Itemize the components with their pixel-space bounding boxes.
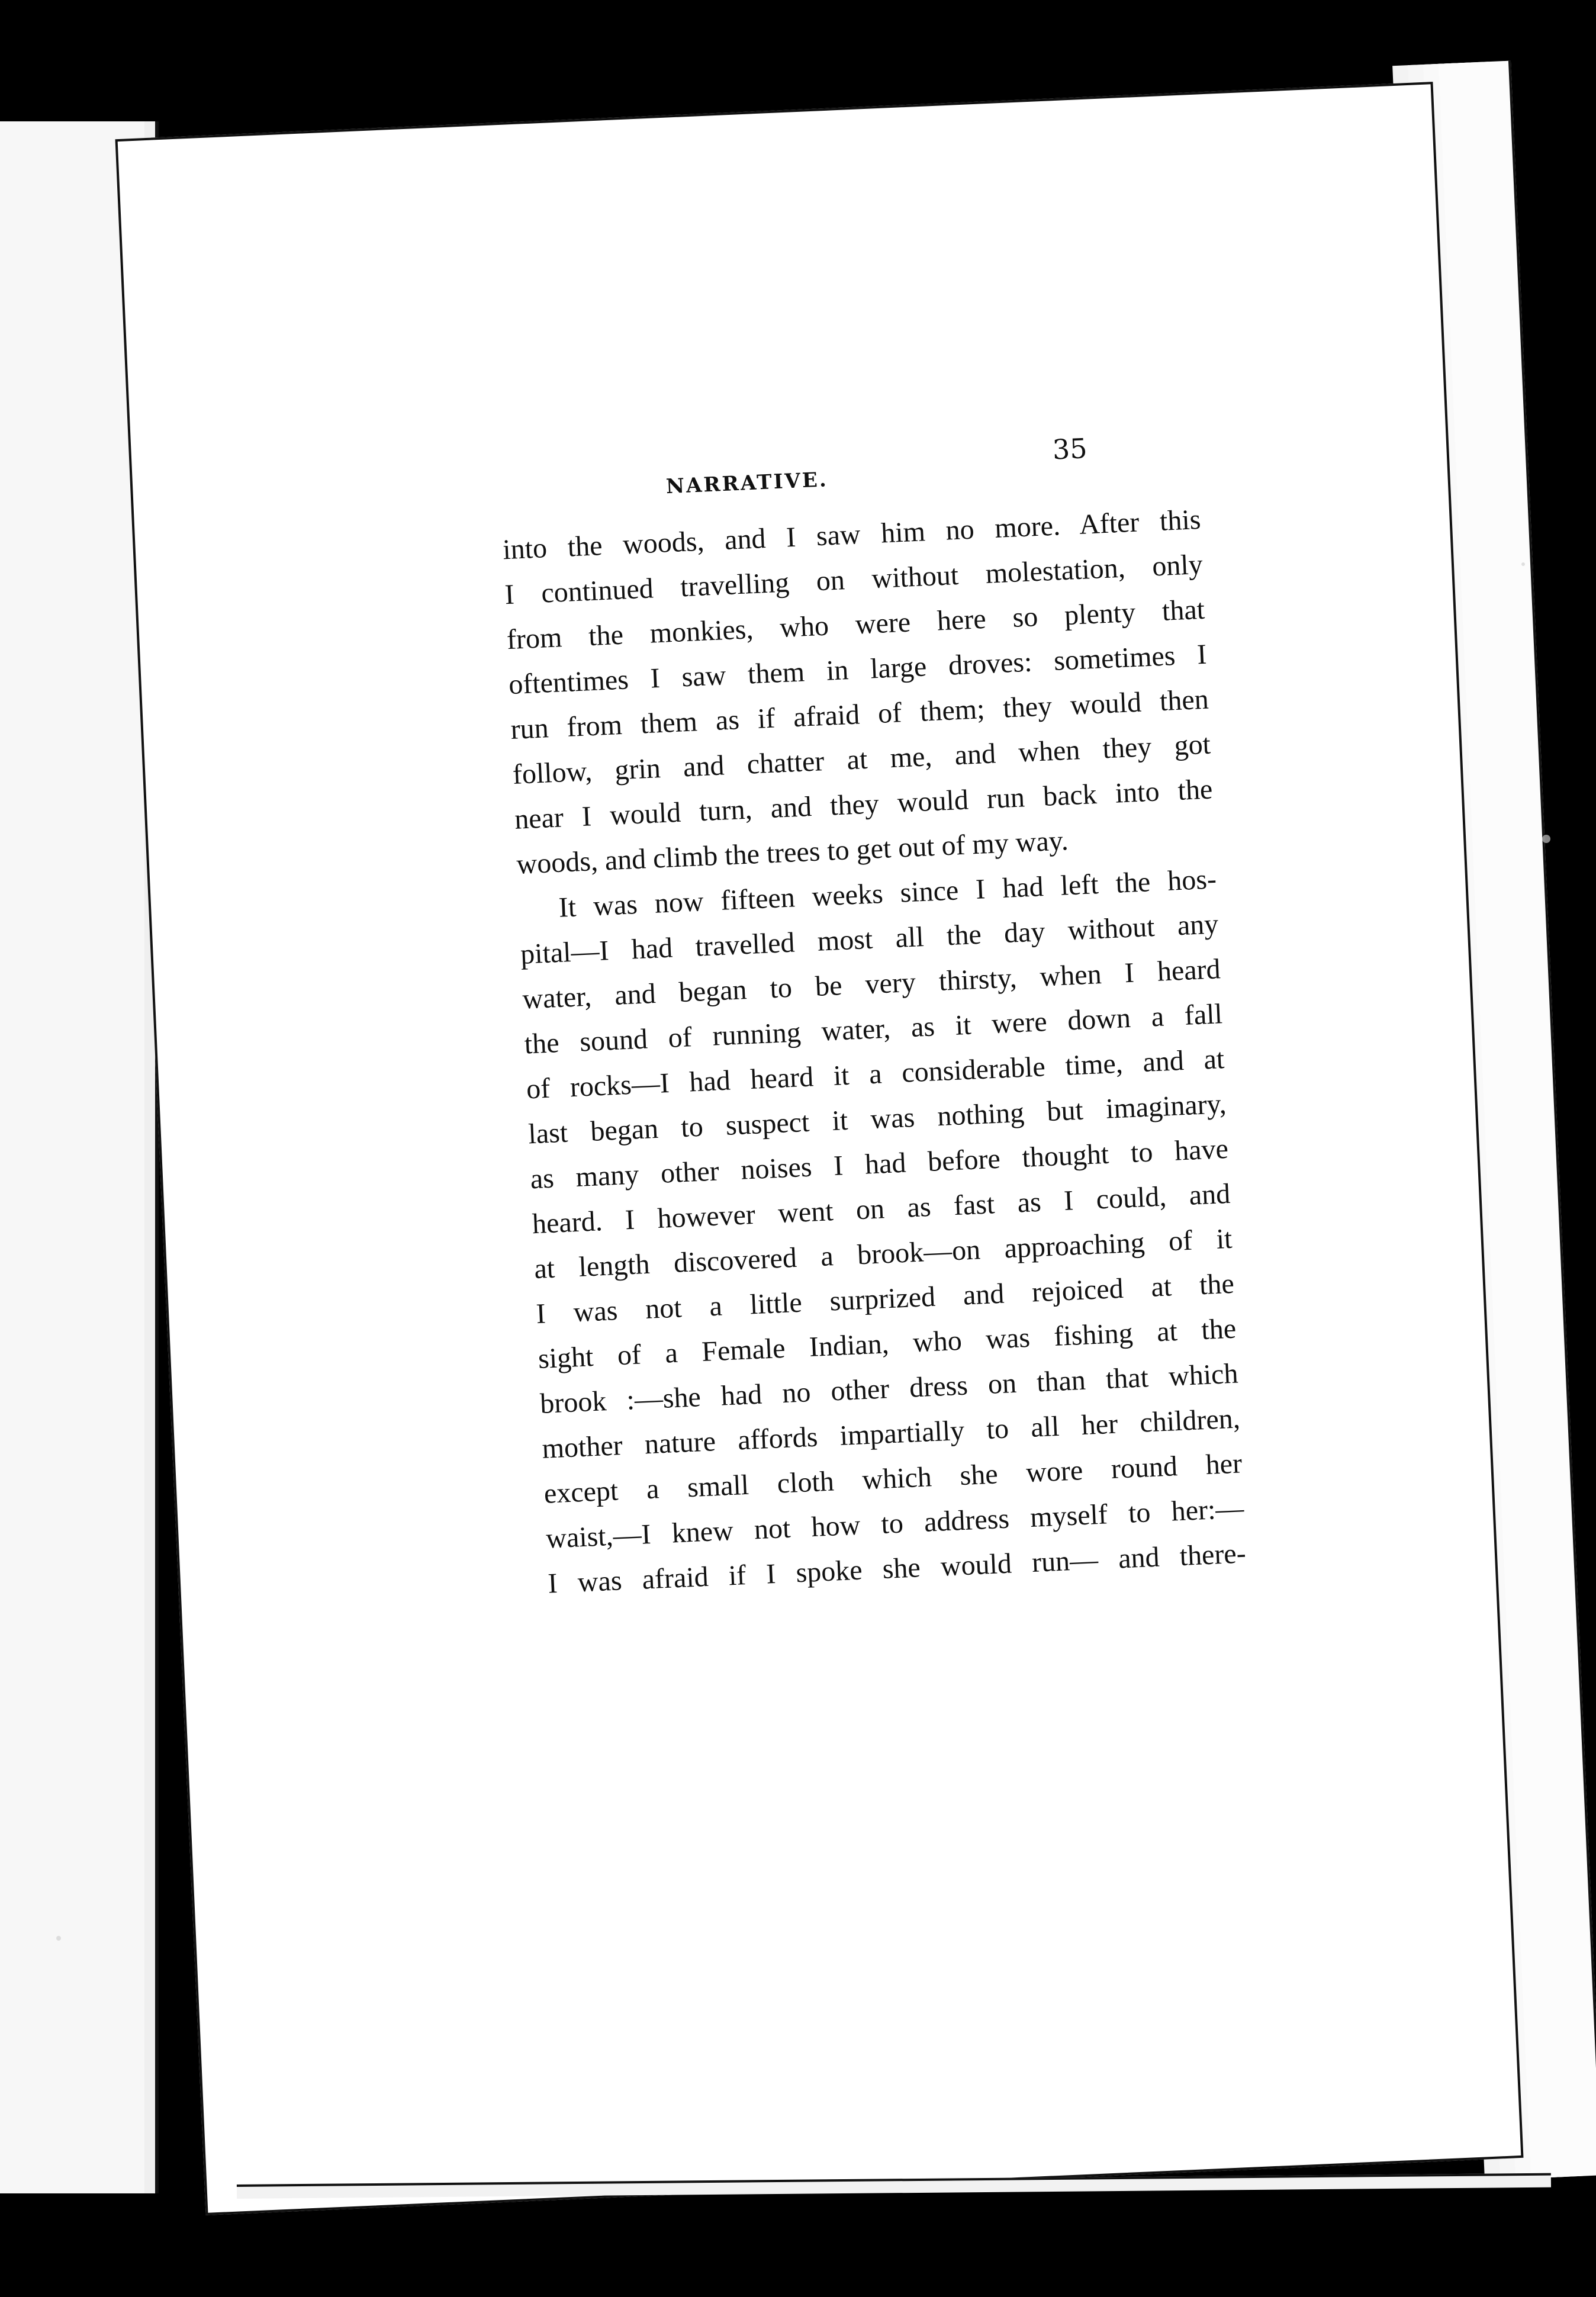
text-line: follow, grin and chatter at me, and when they got [511,728,1211,790]
text-line: I was afraid if I spoke she would run— and there- [547,1537,1247,1600]
scan-speck [56,1936,61,1941]
text-line: waist,—I knew not how to address myself to her:— [545,1492,1245,1555]
text-line: I was not a little surprized and rejoiced at the [535,1267,1235,1330]
text-line: the sound of running water, as it were down a fall [523,998,1223,1060]
text-line: into the woods, and I saw him no more. After this [502,503,1202,566]
text-line: from the monkies, who were here so plenty that [506,593,1206,656]
page-number: 35 [1051,432,1088,466]
text-line: last began to suspect it was nothing but imaginary, [527,1088,1227,1150]
text-line: brook :—she had no other dress on than that which [539,1357,1239,1420]
scan-speck [1542,835,1550,843]
text-line: pital—I had travelled most all the day without any [520,908,1219,970]
text-line: at length discovered a brook—on approaching of it [533,1223,1233,1285]
text-line: oftentimes I saw them in large droves: sometimes I [508,638,1208,701]
text-line: except a small cloth which she wore round her [543,1447,1243,1510]
running-head: NARRATIVE. [665,468,829,499]
text-line: near I would turn, and they would run back into the [514,773,1214,835]
text-line: I continued travelling on without molestation, only [504,548,1204,611]
text-line: woods, and climb the trees to get out of my way. [516,825,1069,880]
text-line: It was now fifteen weeks since I had left the hos- [558,863,1217,924]
text-line: as many other noises I had before thought to have [529,1133,1229,1195]
narrative-text-block [502,497,1247,1607]
book-page [115,82,1524,2215]
text-line: heard. I however went on as fast as I could, and [531,1178,1231,1240]
page-content [118,84,1521,2213]
text-line: run from them as if afraid of them; they would then [510,683,1209,746]
scan-speck [1521,562,1525,566]
text-line: of rocks—I had heard it a considerable time, and at [526,1043,1225,1105]
text-line: sight of a Female Indian, who was fishing at the [537,1312,1237,1375]
text-line: mother nature affords impartially to all her children, [541,1402,1241,1465]
text-line: water, and began to be very thirsty, when I heard [522,953,1221,1015]
